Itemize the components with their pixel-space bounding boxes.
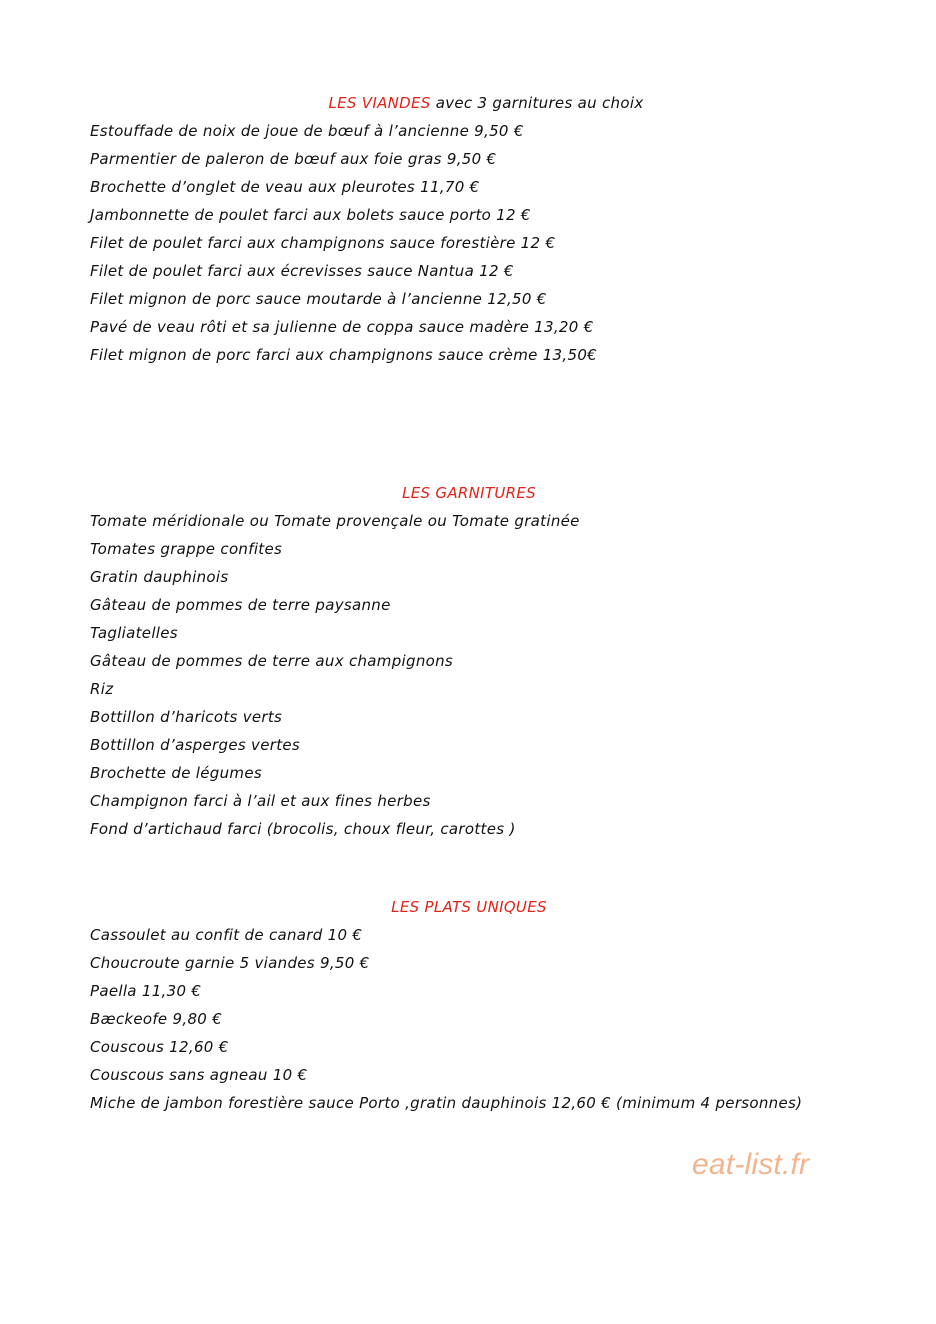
- list-item: Filet mignon de porc farci aux champignons sauce crème 13,50€: [90, 346, 598, 364]
- list-item: Filet mignon de porc sauce moutarde à l’ancienne 12,50 €: [90, 290, 547, 308]
- list-item: Tagliatelles: [90, 624, 178, 642]
- section-viandes: [90, 89, 848, 369]
- list-item: Filet de poulet farci aux champignons sauce forestière 12 €: [90, 234, 556, 252]
- list-item: Filet de poulet farci aux écrevisses sauce Nantua 12 €: [90, 262, 514, 280]
- list-item: Brochette d’onglet de veau aux pleurotes 11,70 €: [90, 178, 480, 196]
- list-item: Fond d’artichaud farci (brocolis, choux fleur, carottes ): [90, 820, 516, 838]
- watermark: eat-list.fr: [692, 1148, 810, 1181]
- list-item: Bottillon d’asperges vertes: [90, 736, 301, 754]
- list-item: Pavé de veau rôti et sa julienne de coppa sauce madère 13,20 €: [90, 318, 594, 336]
- list-item: Choucroute garnie 5 viandes 9,50 €: [90, 954, 370, 972]
- viandes-list: [90, 117, 848, 369]
- list-item: Bæckeofe 9,80 €: [90, 1010, 223, 1028]
- list-item: Gâteau de pommes de terre paysanne: [90, 596, 391, 614]
- list-item: Cassoulet au confit de canard 10 €: [90, 926, 363, 944]
- list-item: Miche de jambon forestière sauce Porto ,gratin dauphinois 12,60 € (minimum 4 personnes): [90, 1094, 803, 1112]
- list-item: Couscous 12,60 €: [90, 1038, 229, 1056]
- list-item: Champignon farci à l’ail et aux fines herbes: [90, 792, 431, 810]
- list-item: Bottillon d’haricots verts: [90, 708, 283, 726]
- list-item: Estouffade de noix de joue de bœuf à l’ancienne 9,50 €: [90, 122, 524, 140]
- list-item: Brochette de légumes: [90, 764, 262, 782]
- list-item: Parmentier de paleron de bœuf aux foie gras 9,50 €: [90, 150, 497, 168]
- list-item: Riz: [90, 680, 114, 698]
- section-title: LES VIANDES: [328, 94, 431, 112]
- list-item: Tomates grappe confites: [90, 540, 283, 558]
- section-garnitures: [90, 479, 848, 843]
- list-item: Gâteau de pommes de terre aux champignons: [90, 652, 454, 670]
- section-title: LES GARNITURES: [402, 484, 536, 502]
- list-item: Couscous sans agneau 10 €: [90, 1066, 308, 1084]
- list-item: Gratin dauphinois: [90, 568, 229, 586]
- section-title: LES PLATS UNIQUES: [391, 898, 547, 916]
- section-subtitle: avec 3 garnitures au choix: [435, 94, 644, 112]
- section-heading: [90, 479, 848, 507]
- section-heading: [90, 89, 848, 117]
- section-plats-uniques: [90, 893, 848, 1117]
- plats-list: [90, 921, 848, 1117]
- section-heading: [90, 893, 848, 921]
- list-item: Tomate méridionale ou Tomate provençale ou Tomate gratinée: [90, 512, 580, 530]
- garnitures-list: [90, 507, 848, 843]
- list-item: Paella 11,30 €: [90, 982, 202, 1000]
- list-item: Jambonnette de poulet farci aux bolets sauce porto 12 €: [90, 206, 531, 224]
